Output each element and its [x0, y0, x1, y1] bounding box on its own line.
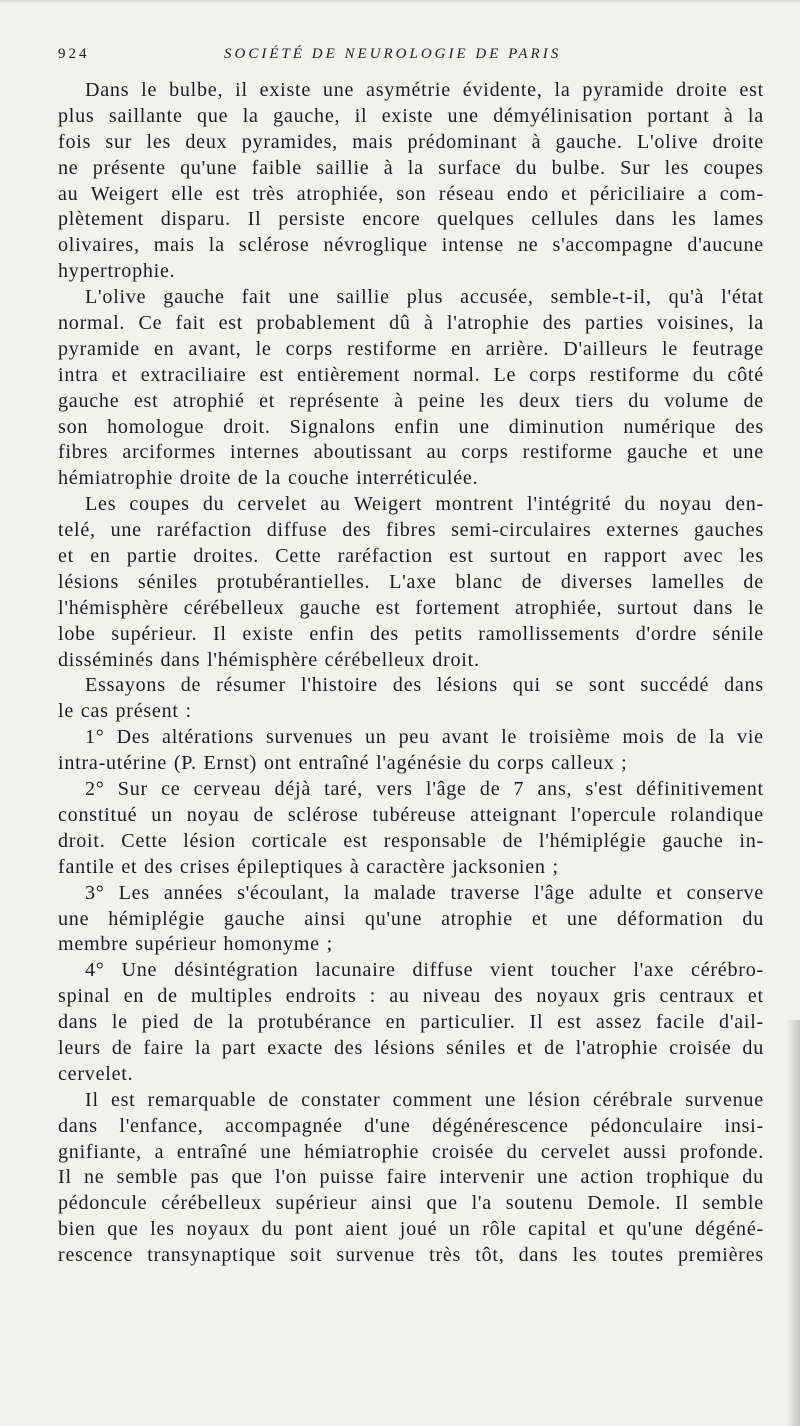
text-line: membre supérieur homonyme ;	[58, 933, 333, 956]
text-line: plètement disparu. Il persiste encore quelques cellules dans les lames	[58, 208, 764, 231]
text-line: bien que les noyaux du pont aient joué un rôle capital et qu'une dégéné-	[58, 1218, 764, 1241]
text-line: Dans le bulbe, il existe une asymétrie évidente, la pyramide droite est	[85, 79, 764, 101]
text-line: au Weigert elle est très atrophiée, son réseau endo et périciliaire a com-	[58, 182, 764, 205]
text-line: L'olive gauche fait une saillie plus accusée, semble-t-il, qu'à l'état	[85, 286, 764, 309]
text-line: olivaires, mais la sclérose névroglique intense ne s'accompagne d'aucune	[58, 234, 764, 257]
page-header	[58, 46, 758, 70]
text-line: disséminés dans l'hémisphère cérébelleux droit.	[58, 648, 480, 671]
page-number: 924	[58, 46, 90, 62]
text-line: le cas présent :	[58, 700, 192, 723]
text-line: gnifiante, a entraîné une hémiatrophie croisée du cervelet aussi profonde.	[58, 1140, 764, 1163]
text-line: droit. Cette lésion corticale est responsable de l'hémiplégie gauche in-	[58, 829, 764, 852]
text-line: Il est remarquable de constater comment une lésion cérébrale survenue	[85, 1088, 764, 1111]
text-line: Les coupes du cervelet au Weigert montrent l'intégrité du noyau den-	[85, 493, 764, 516]
text-line: et en partie droites. Cette raréfaction est surtout en rapport avec les	[58, 545, 764, 568]
text-line: son homologue droit. Signalons enfin une diminution numérique des	[58, 415, 764, 438]
running-head: SOCIÉTÉ DE NEUROLOGIE DE PARIS	[224, 46, 562, 62]
text-line: normal. Ce fait est probablement dû à l'atrophie des parties voisines, la	[58, 312, 764, 335]
text-line: lobe supérieur. Il existe enfin des petits ramollissements d'ordre sénile	[58, 622, 764, 645]
page-edge-shadow	[786, 1020, 800, 1426]
text-line: fantile et des crises épileptiques à caractère jacksonien ;	[58, 855, 559, 878]
text-line: une hémiplégie gauche ainsi qu'une atrophie et une déformation du	[58, 907, 764, 930]
text-line: fois sur les deux pyramides, mais prédominant à gauche. L'olive droite	[58, 130, 764, 153]
text-line: dans l'enfance, accompagnée d'une dégénérescence pédonculaire insi-	[58, 1114, 764, 1137]
text-line: Essayons de résumer l'histoire des lésions qui se sont succédé dans	[85, 674, 764, 697]
text-line: leurs de faire la part exacte des lésions séniles et de l'atrophie croisée du	[58, 1036, 764, 1059]
text-line: ne présente qu'une faible saillie à la surface du bulbe. Sur les coupes	[58, 156, 764, 179]
text-line: hypertrophie.	[58, 260, 176, 283]
text-line: spinal en de multiples endroits : au niveau des noyaux gris centraux et	[58, 985, 764, 1008]
text-line: gauche est atrophié et représente à peine les deux tiers du volume de	[58, 389, 764, 412]
text-line: hémiatrophie droite de la couche interréticulée.	[58, 467, 479, 490]
text-line: dans le pied de la protubérance en particulier. Il est assez facile d'ail-	[58, 1011, 764, 1034]
text-line: rescence transynaptique soit survenue très tôt, dans les toutes premières	[58, 1244, 764, 1267]
text-line: 3° Les années s'écoulant, la malade traverse l'âge adulte et conserve	[85, 881, 764, 904]
page-top-edge	[0, 0, 800, 4]
text-line: pyramide en avant, le corps restiforme en arrière. D'ailleurs le feutrage	[58, 337, 764, 360]
text-line: 4° Une désintégration lacunaire diffuse vient toucher l'axe cérébro-	[85, 959, 764, 982]
text-line: intra-utérine (P. Ernst) ont entraîné l'agénésie du corps calleux ;	[58, 752, 628, 775]
text-line: cervelet.	[58, 1062, 134, 1085]
text-line: fibres arciformes internes aboutissant au corps restiforme gauche et une	[58, 441, 764, 464]
text-line: lésions séniles protubérantielles. L'axe blanc de diverses lamelles de	[58, 570, 764, 593]
text-line: constitué un noyau de sclérose tubéreuse atteignant l'opercule rolandique	[58, 803, 764, 826]
body-text	[58, 78, 764, 1269]
text-line: telé, une raréfaction diffuse des fibres semi-circulaires externes gauches	[58, 519, 764, 542]
text-line: pédoncule cérébelleux supérieur ainsi que l'a soutenu Demole. Il semble	[58, 1192, 764, 1215]
text-line: Il ne semble pas que l'on puisse faire intervenir une action trophique du	[58, 1166, 764, 1189]
text-line: l'hémisphère cérébelleux gauche est fortement atrophiée, surtout dans le	[58, 596, 764, 619]
text-line: 2° Sur ce cerveau déjà taré, vers l'âge de 7 ans, s'est définitivement	[85, 778, 764, 801]
text-line: intra et extraciliaire est entièrement normal. Le corps restiforme du côté	[58, 363, 764, 386]
text-line: 1° Des altérations survenues un peu avant le troisième mois de la vie	[85, 726, 764, 749]
text-line: plus saillante que la gauche, il existe une démyélinisation portant à la	[58, 104, 764, 127]
